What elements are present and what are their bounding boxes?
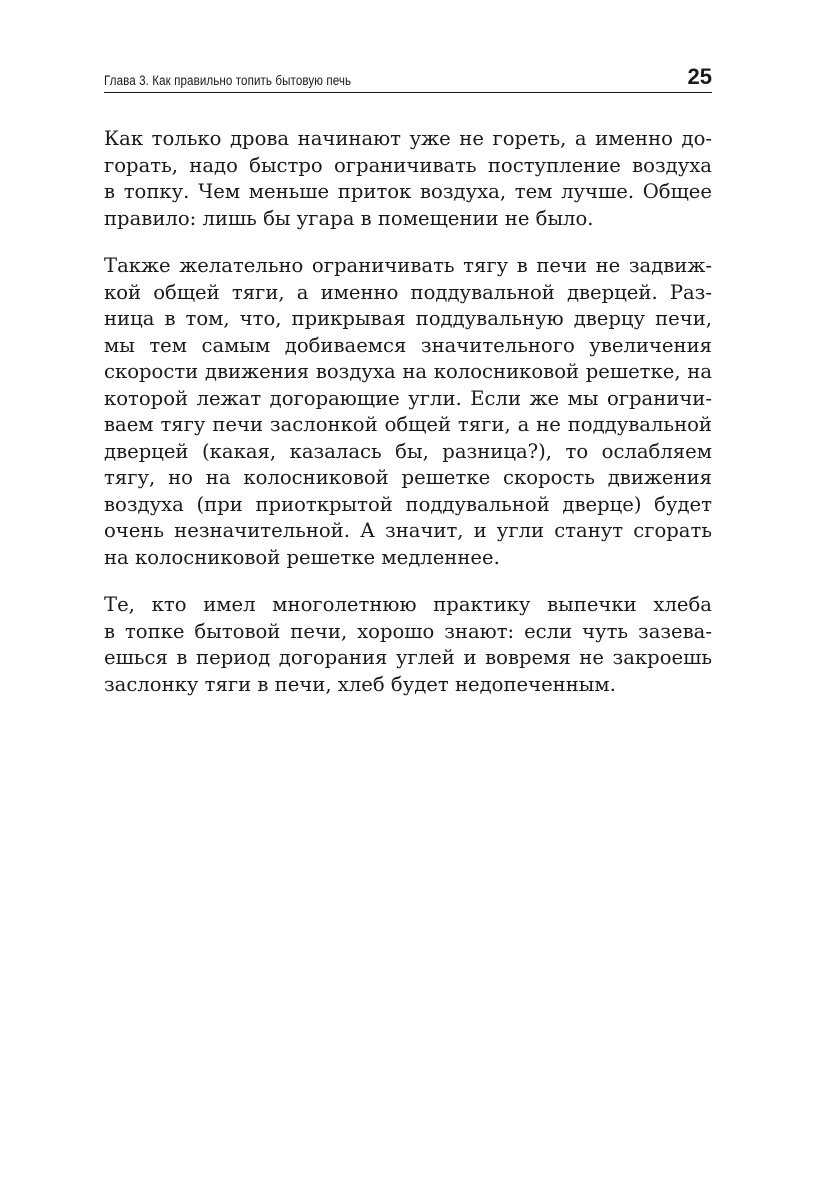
- text-line: дверцей (какая, казалась бы, разница?), то ослабляем: [104, 439, 712, 463]
- text-line: тягу, но на колосниковой решетке скорость движения: [104, 466, 712, 489]
- text-line: Как только дрова начинают уже не гореть, а именно до-: [104, 127, 712, 150]
- text-line: горать, надо быстро ограничивать поступление воздуха: [104, 153, 712, 177]
- page-number: 25: [687, 64, 712, 89]
- text-line: Те, кто имел многолетнюю практику выпечки хлеба: [104, 593, 712, 616]
- text-line: Также желательно ограничивать тягу в печи не задвиж-: [104, 254, 712, 277]
- paragraph: [104, 126, 712, 232]
- text-line: в топке бытовой печи, хорошо знают: если чуть зазева-: [104, 619, 712, 643]
- running-header: [104, 62, 712, 93]
- paragraph: [104, 253, 712, 571]
- paragraph: [104, 592, 712, 698]
- text-line: скорости движения воздуха на колосниковой решетке, на: [104, 360, 712, 383]
- text-line: мы тем самым добиваемся значительного увеличения: [104, 333, 712, 357]
- page-body: [104, 126, 712, 719]
- text-line: в топку. Чем меньше приток воздуха, тем лучше. Общее: [104, 180, 712, 203]
- text-line: кой общей тяги, а именно поддувальной дверцей. Раз-: [104, 280, 712, 304]
- text-line: которой лежат догорающие угли. Если же мы ограничи-: [104, 386, 712, 410]
- text-line: ница в том, что, прикрывая поддувальную дверцу печи,: [104, 307, 712, 330]
- text-line: правило: лишь бы угара в помещении не было.: [104, 206, 594, 230]
- text-line: на колосниковой решетке медленнее.: [104, 545, 500, 569]
- text-line: заслонку тяги в печи, хлеб будет недопеченным.: [104, 672, 616, 696]
- text-line: воздуха (при приоткрытой поддувальной дверце) будет: [104, 492, 712, 516]
- text-line: ешься в период догорания углей и вовремя не закроешь: [104, 646, 712, 669]
- text-line: очень незначительной. А значит, и угли станут сгорать: [104, 519, 712, 542]
- text-line: ваем тягу печи заслонкой общей тяги, а не поддувальной: [104, 413, 712, 436]
- chapter-title: Глава 3. Как правильно топить бытовую печь: [104, 73, 352, 88]
